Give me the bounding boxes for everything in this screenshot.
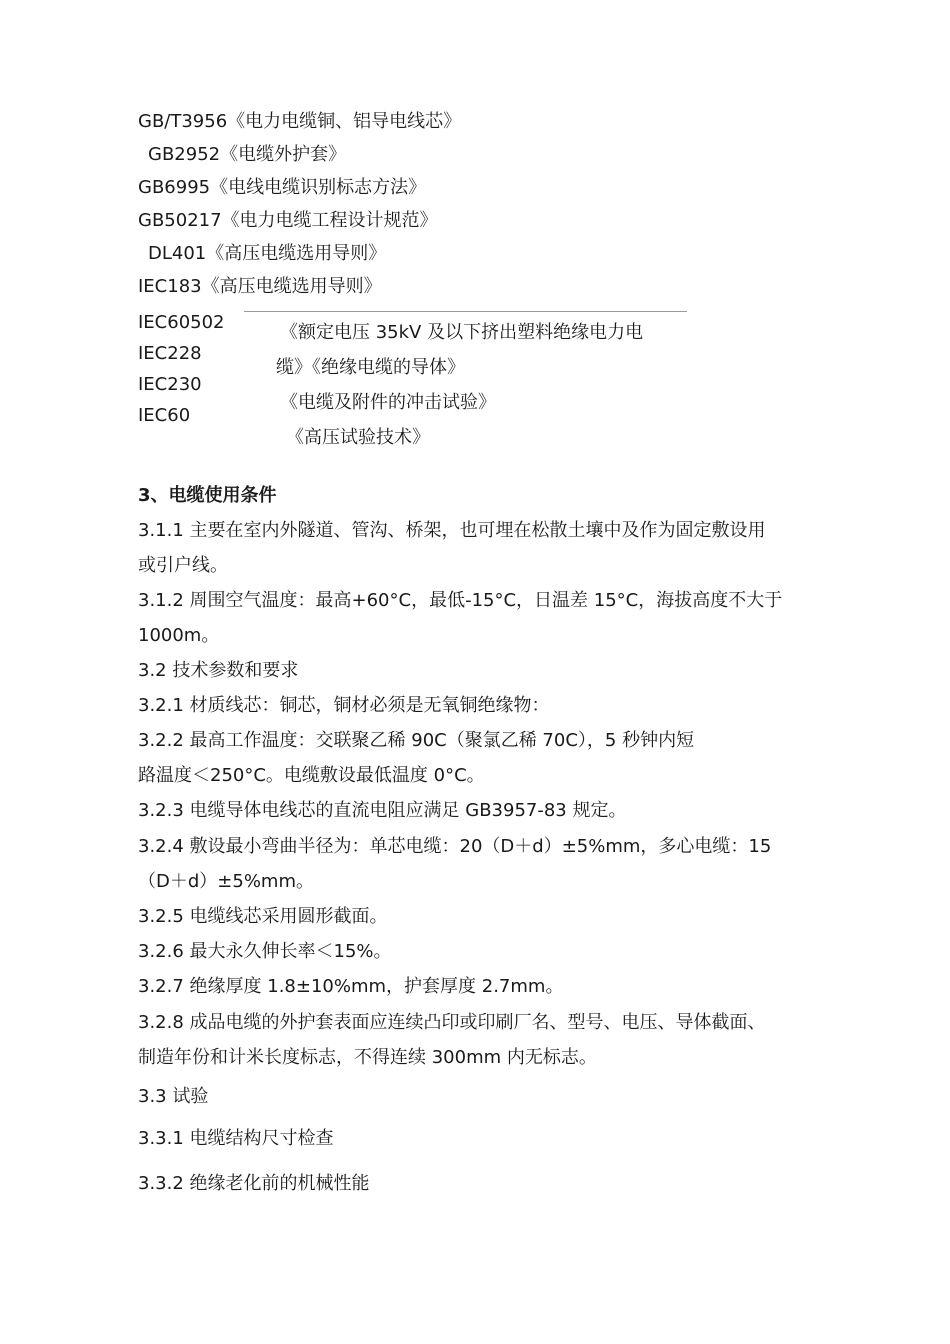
paragraph-line: 3.1.1 主要在室内外隧道、管沟、桥架，也可埋在松散土壤中及作为固定敷设用 [138, 520, 766, 541]
paragraph-line: 或引户线。 [138, 555, 228, 576]
paragraph-line: 3.2.3 电缆导体电线芯的直流电阻应满足 GB3957-83 规定。 [138, 800, 627, 821]
paragraph-line: 制造年份和计米长度标志，不得连续 300mm 内无标志。 [138, 1047, 597, 1068]
iec-code: IEC228 [138, 343, 202, 364]
paragraph-line: 1000m。 [138, 625, 220, 646]
standard-line: IEC183《高压电缆选用导则》 [138, 276, 382, 297]
iec-code: IEC230 [138, 374, 202, 395]
paragraph-line: 3.2 技术参数和要求 [138, 660, 299, 681]
iec-titles-box [244, 316, 687, 448]
paragraph-line: 3.1.2 周围空气温度：最高+60°C，最低-15°C，日温差 15°C，海拔高度不大于 [138, 590, 783, 611]
iec-title: 《额定电压 35kV 及以下挤出塑料绝缘电力电 [280, 322, 644, 343]
standard-line: DL401《高压电缆选用导则》 [148, 243, 387, 264]
paragraph-line: 3.3.1 电缆结构尺寸检查 [138, 1128, 334, 1149]
paragraph-line: 3.2.6 最大永久伸长率＜15%。 [138, 941, 392, 962]
paragraph-line: 3.3.2 绝缘老化前的机械性能 [138, 1173, 370, 1194]
iec-code: IEC60 [138, 405, 191, 426]
paragraph-line: 3.2.7 绝缘厚度 1.8±10%mm，护套厚度 2.7mm。 [138, 976, 564, 997]
section-heading: 3、电缆使用条件 [138, 485, 277, 506]
paragraph-line: 3.2.4 敷设最小弯曲半径为：单芯电缆：20（D＋d）±5%mm，多心电缆：15 [138, 836, 772, 857]
iec-title: 缆》《绝缘电缆的导体》 [276, 357, 465, 378]
standard-line: GB50217《电力电缆工程设计规范》 [138, 210, 438, 231]
paragraph-line: （D＋d）±5%mm。 [138, 871, 314, 892]
iec-code: IEC60502 [138, 312, 225, 333]
paragraph-line: 3.3 试验 [138, 1086, 209, 1107]
paragraph-line: 3.2.2 最高工作温度：交联聚乙稀 90C（聚氯乙稀 70C），5 秒钟内短 [138, 730, 695, 751]
paragraph-line: 路温度＜250°C。电缆敷设最低温度 0°C。 [138, 765, 485, 786]
standard-line: GB/T3956《电力电缆铜、铝导电线芯》 [138, 111, 462, 132]
horizontal-rule [244, 311, 687, 312]
paragraph-line: 3.2.1 材质线芯：铜芯，铜材必须是无氧铜绝缘物： [138, 695, 550, 716]
iec-title: 《电缆及附件的冲击试验》 [280, 392, 496, 413]
standard-line: GB2952《电缆外护套》 [148, 144, 347, 165]
paragraph-line: 3.2.5 电缆线芯采用圆形截面。 [138, 906, 388, 927]
paragraph-line: 3.2.8 成品电缆的外护套表面应连续凸印或印刷厂名、型号、电压、导体截面、 [138, 1012, 766, 1033]
standard-line: GB6995《电线电缆识别标志方法》 [138, 177, 427, 198]
iec-title: 《高压试验技术》 [286, 427, 430, 448]
